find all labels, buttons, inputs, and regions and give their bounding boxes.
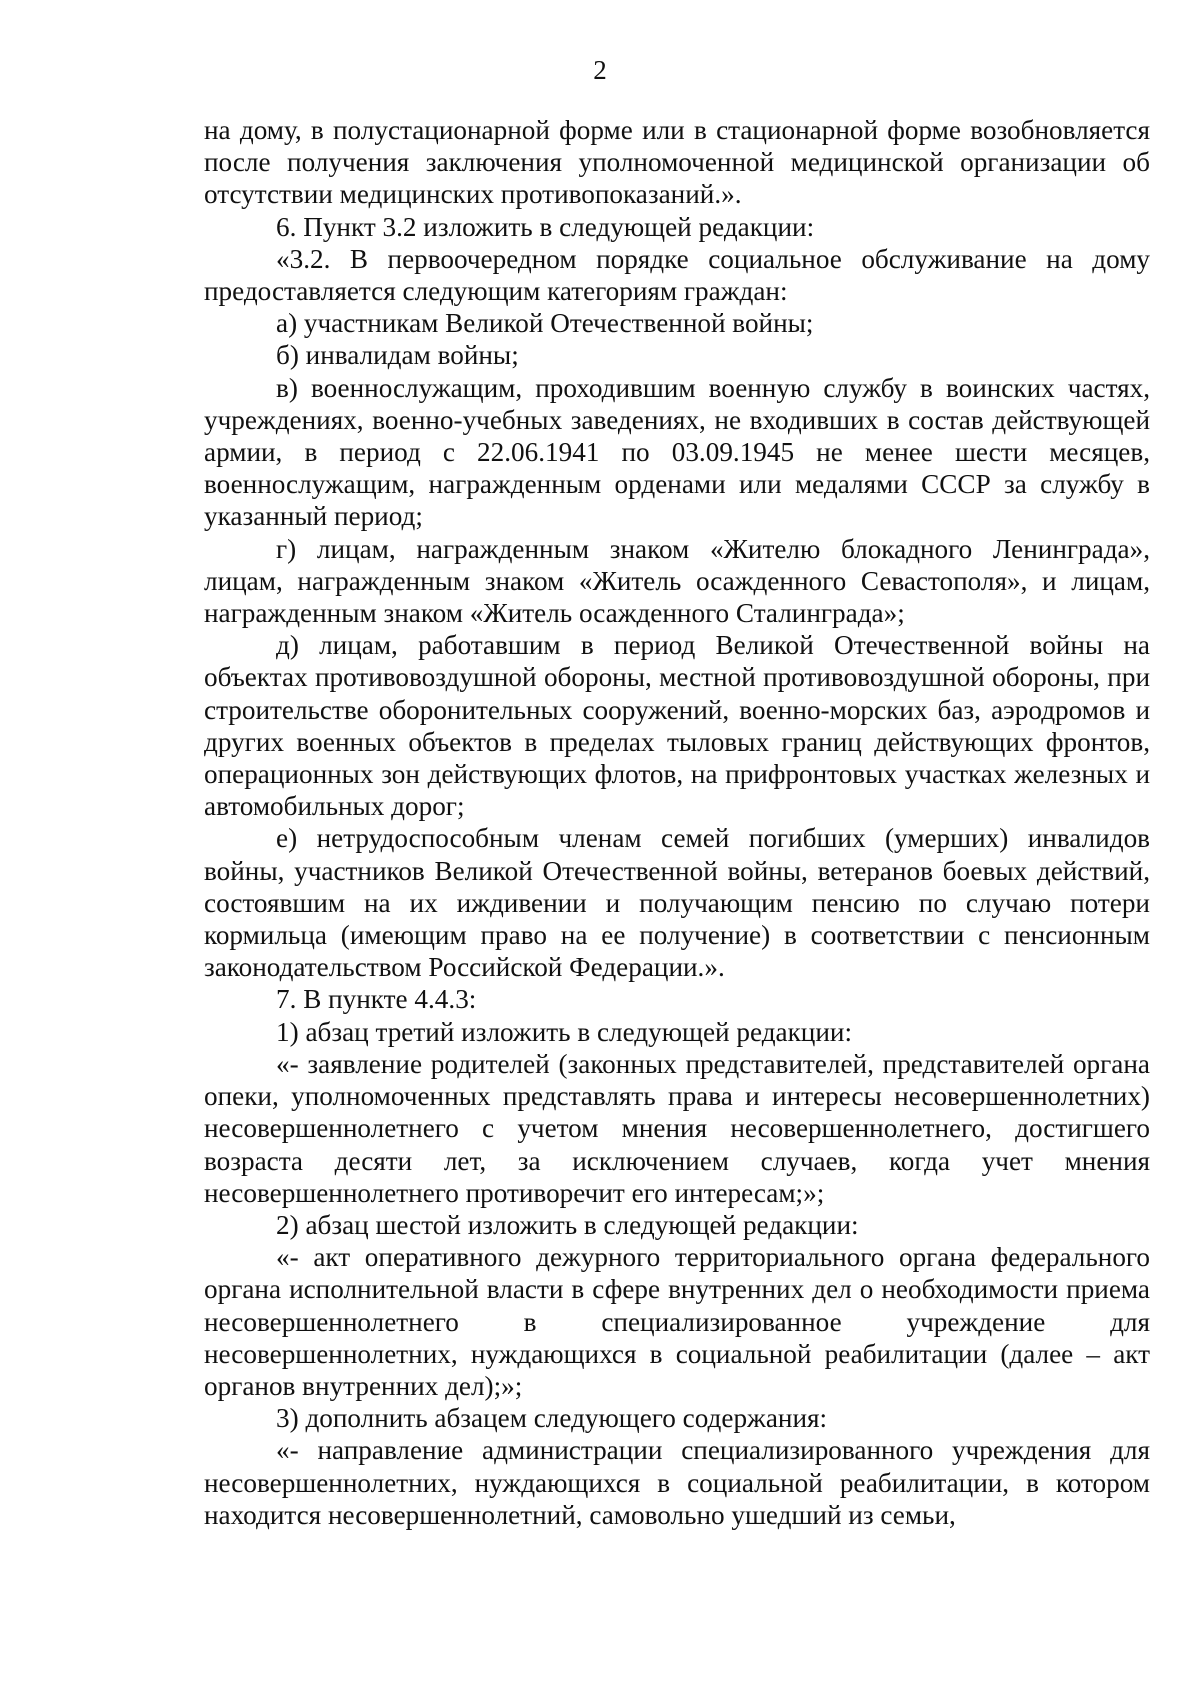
paragraph-quote-referral: «- направление администрации специализированного учреждения для несовершеннолетних, нуждающихся в социальной реабилитации, в котором находится несовершеннолетний, самовольно ушедший из семьи,: [204, 1435, 1150, 1530]
paragraph-subitem-1: 1) абзац третий изложить в следующей редакции:: [276, 1016, 853, 1047]
paragraph-subitem-2: 2) абзац шестой изложить в следующей редакции:: [276, 1209, 859, 1240]
paragraph-subitem-b: б) инвалидам войны;: [276, 340, 519, 371]
paragraph-quote-act: «- акт оперативного дежурного территориального органа федерального органа исполнительной власти в сфере внутренних дел о необходимости приема несовершеннолетнего в специализированное учреждение для несовершеннолетних, нуждающихся в социальной реабилитации (далее – акт органов внутренних дел);»;: [204, 1242, 1150, 1401]
paragraph-subitem-d: д) лицам, работавшим в период Великой Отечественной войны на объектах противовоздушной обороны, местной противовоздушной обороны, при строительстве оборонительных сооружений, военно-морских баз, аэродромов и других военных объектов в пределах тыловых границ действующих фронтов, операционных зон действующих флотов, на прифронтовых участках железных и автомобильных дорог;: [204, 630, 1150, 822]
paragraph-clause-3-2: «3.2. В первоочередном порядке социальное обслуживание на дому предоставляется следующим категориям граждан:: [204, 243, 1150, 307]
paragraph-item-7: 7. В пункте 4.4.3:: [276, 984, 477, 1015]
paragraph-subitem-3: 3) дополнить абзацем следующего содержания:: [276, 1403, 828, 1434]
paragraph-quote-applicant: «- заявление родителей (законных представителей, представителей органа опеки, уполномоченных представлять права и интересы несовершеннолетних) несовершеннолетнего с учетом мнения несовершеннолетнего, достигшего возраста десяти лет, за исключением случаев, когда учет мнения несовершеннолетнего противоречит его интересам;»;: [204, 1048, 1150, 1208]
page-number: 2: [593, 55, 607, 85]
paragraph-subitem-v: в) военнослужащим, проходившим военную службу в воинских частях, учреждениях, военно-учебных заведениях, не входивших в состав действующей армии, в период с 22.06.1941 по 03.09.1945 не менее шести месяцев, военнослужащим, награжденным орденами или медалями СССР за службу в указанный период;: [204, 372, 1150, 532]
paragraph-subitem-e: е) нетрудоспособным членам семей погибших (умерших) инвалидов войны, участников Великой Отечественной войны, ветеранов боевых действий, состоявшим на их иждивении и получающим пенсию по случаю потери кормильца (имеющим право на ее получение) в соответствии с пенсионным законодательством Российской Федерации.».: [204, 823, 1150, 983]
paragraph-subitem-a: а) участникам Великой Отечественной войны;: [276, 308, 814, 339]
paragraph-subitem-g: г) лицам, награжденным знаком «Жителю блокадного Ленинграда», лицам, награжденным знаком «Житель осажденного Севастополя», и лицам, награжденным знаком «Житель осажденного Сталинграда»;: [204, 533, 1150, 629]
paragraph-continuation: на дому, в полустационарной форме или в стационарной форме возобновляется после получения заключения уполномоченной медицинской организации об отсутствии медицинских противопоказаний.».: [204, 115, 1150, 210]
document-body: [204, 114, 1150, 1531]
paragraph-item-6: 6. Пункт 3.2 изложить в следующей редакции:: [276, 211, 815, 242]
